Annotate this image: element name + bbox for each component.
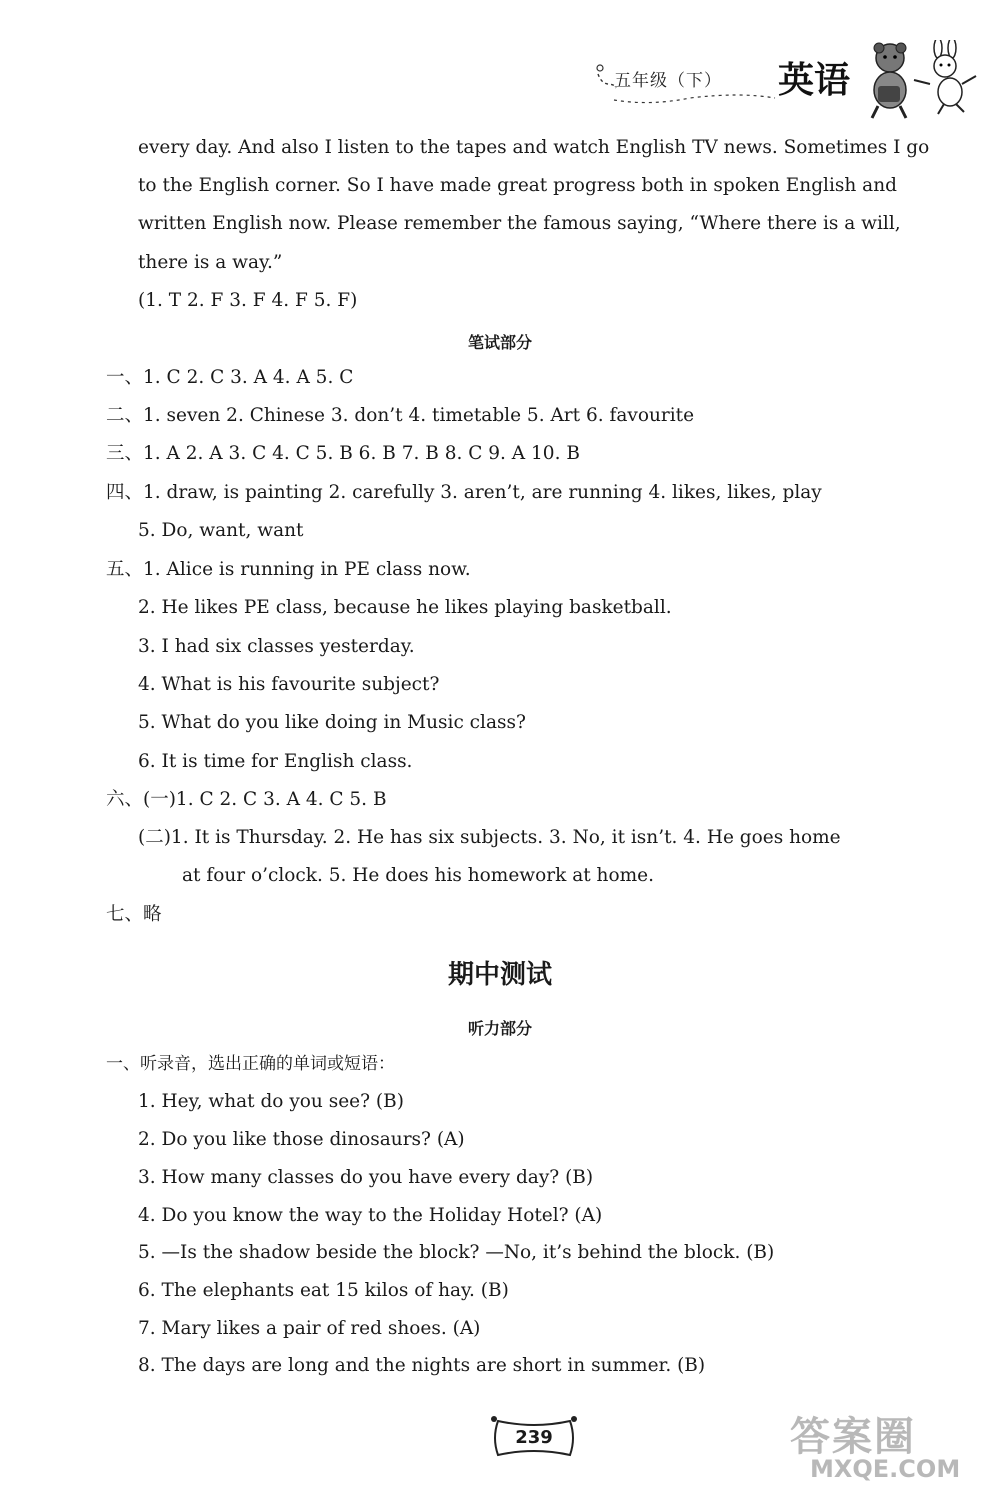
answer-line: 三、1. A 2. A 3. C 4. C 5. B 6. B 7. B 8. C 9. A 10. B — [106, 443, 580, 464]
tf-answers: (1. T 2. F 3. F 4. F 5. F) — [138, 290, 358, 311]
page-header — [590, 40, 990, 120]
section-heading-written: 笔试部分 — [467, 333, 532, 352]
listening-item: 7. Mary likes a pair of red shoes. (A) — [138, 1318, 481, 1339]
listening-item: 1. Hey, what do you see? (B) — [138, 1091, 404, 1112]
listening-instruction: 一、听录音，选出正确的单词或短语： — [106, 1054, 395, 1074]
answer-line: 4. What is his favourite subject? — [138, 674, 440, 695]
listening-item: 6. The elephants eat 15 kilos of hay. (B) — [138, 1280, 509, 1301]
answer-line: (二)1. It is Thursday. 2. He has six subjects. 3. No, it isn’t. 4. He goes home — [138, 827, 841, 848]
subject-title: 英语 — [778, 60, 851, 101]
answer-line: 3. I had six classes yesterday. — [138, 636, 415, 657]
passage-line: to the English corner. So I have made great progress both in spoken English and — [138, 175, 897, 196]
page-number: 239 — [515, 1427, 553, 1448]
passage-line: every day. And also I listen to the tapes and watch English TV news. Sometimes I go — [138, 137, 930, 158]
midterm-title: 期中测试 — [447, 960, 552, 990]
answer-line: at four o’clock. 5. He does his homework at home. — [182, 865, 654, 886]
passage-line: there is a way.” — [138, 252, 283, 273]
listening-item: 2. Do you like those dinosaurs? (A) — [138, 1129, 465, 1150]
bear-icon — [872, 43, 906, 118]
answer-line: 一、1. C 2. C 3. A 4. A 5. C — [106, 367, 354, 388]
answer-line: 二、1. seven 2. Chinese 3. don’t 4. timetable 5. Art 6. favourite — [106, 405, 695, 426]
page-number-badge — [484, 1415, 584, 1461]
answer-line: 五、1. Alice is running in PE class now. — [106, 559, 471, 580]
watermark-logo — [780, 1405, 990, 1485]
answer-line: 六、(一)1. C 2. C 3. A 4. C 5. B — [106, 789, 387, 810]
listening-item: 3. How many classes do you have every day? (B) — [138, 1167, 594, 1188]
answer-line: 5. What do you like doing in Music class? — [138, 712, 526, 733]
passage-line: written English now. Please remember the famous saying, “Where there is a will, — [138, 213, 901, 234]
answer-line: 6. It is time for English class. — [138, 751, 413, 772]
grade-label: 五年级（下） — [614, 71, 722, 91]
answer-line: 2. He likes PE class, because he likes playing basketball. — [138, 597, 672, 618]
answer-line: 七、略 — [106, 904, 162, 925]
listening-item: 5. —Is the shadow beside the block? —No, it’s behind the block. (B) — [138, 1242, 775, 1263]
rabbit-icon — [914, 40, 976, 114]
answer-line: 5. Do, want, want — [138, 520, 304, 541]
listening-item: 4. Do you know the way to the Holiday Hotel? (A) — [138, 1205, 603, 1226]
section-heading-listening: 听力部分 — [467, 1019, 532, 1038]
watermark-url: MXQE.COM — [810, 1455, 961, 1483]
watermark-title: 答案圈 — [790, 1414, 916, 1460]
listening-item: 8. The days are long and the nights are short in summer. (B) — [138, 1355, 706, 1376]
answer-line: 四、1. draw, is painting 2. carefully 3. aren’t, are running 4. likes, likes, play — [106, 482, 822, 503]
